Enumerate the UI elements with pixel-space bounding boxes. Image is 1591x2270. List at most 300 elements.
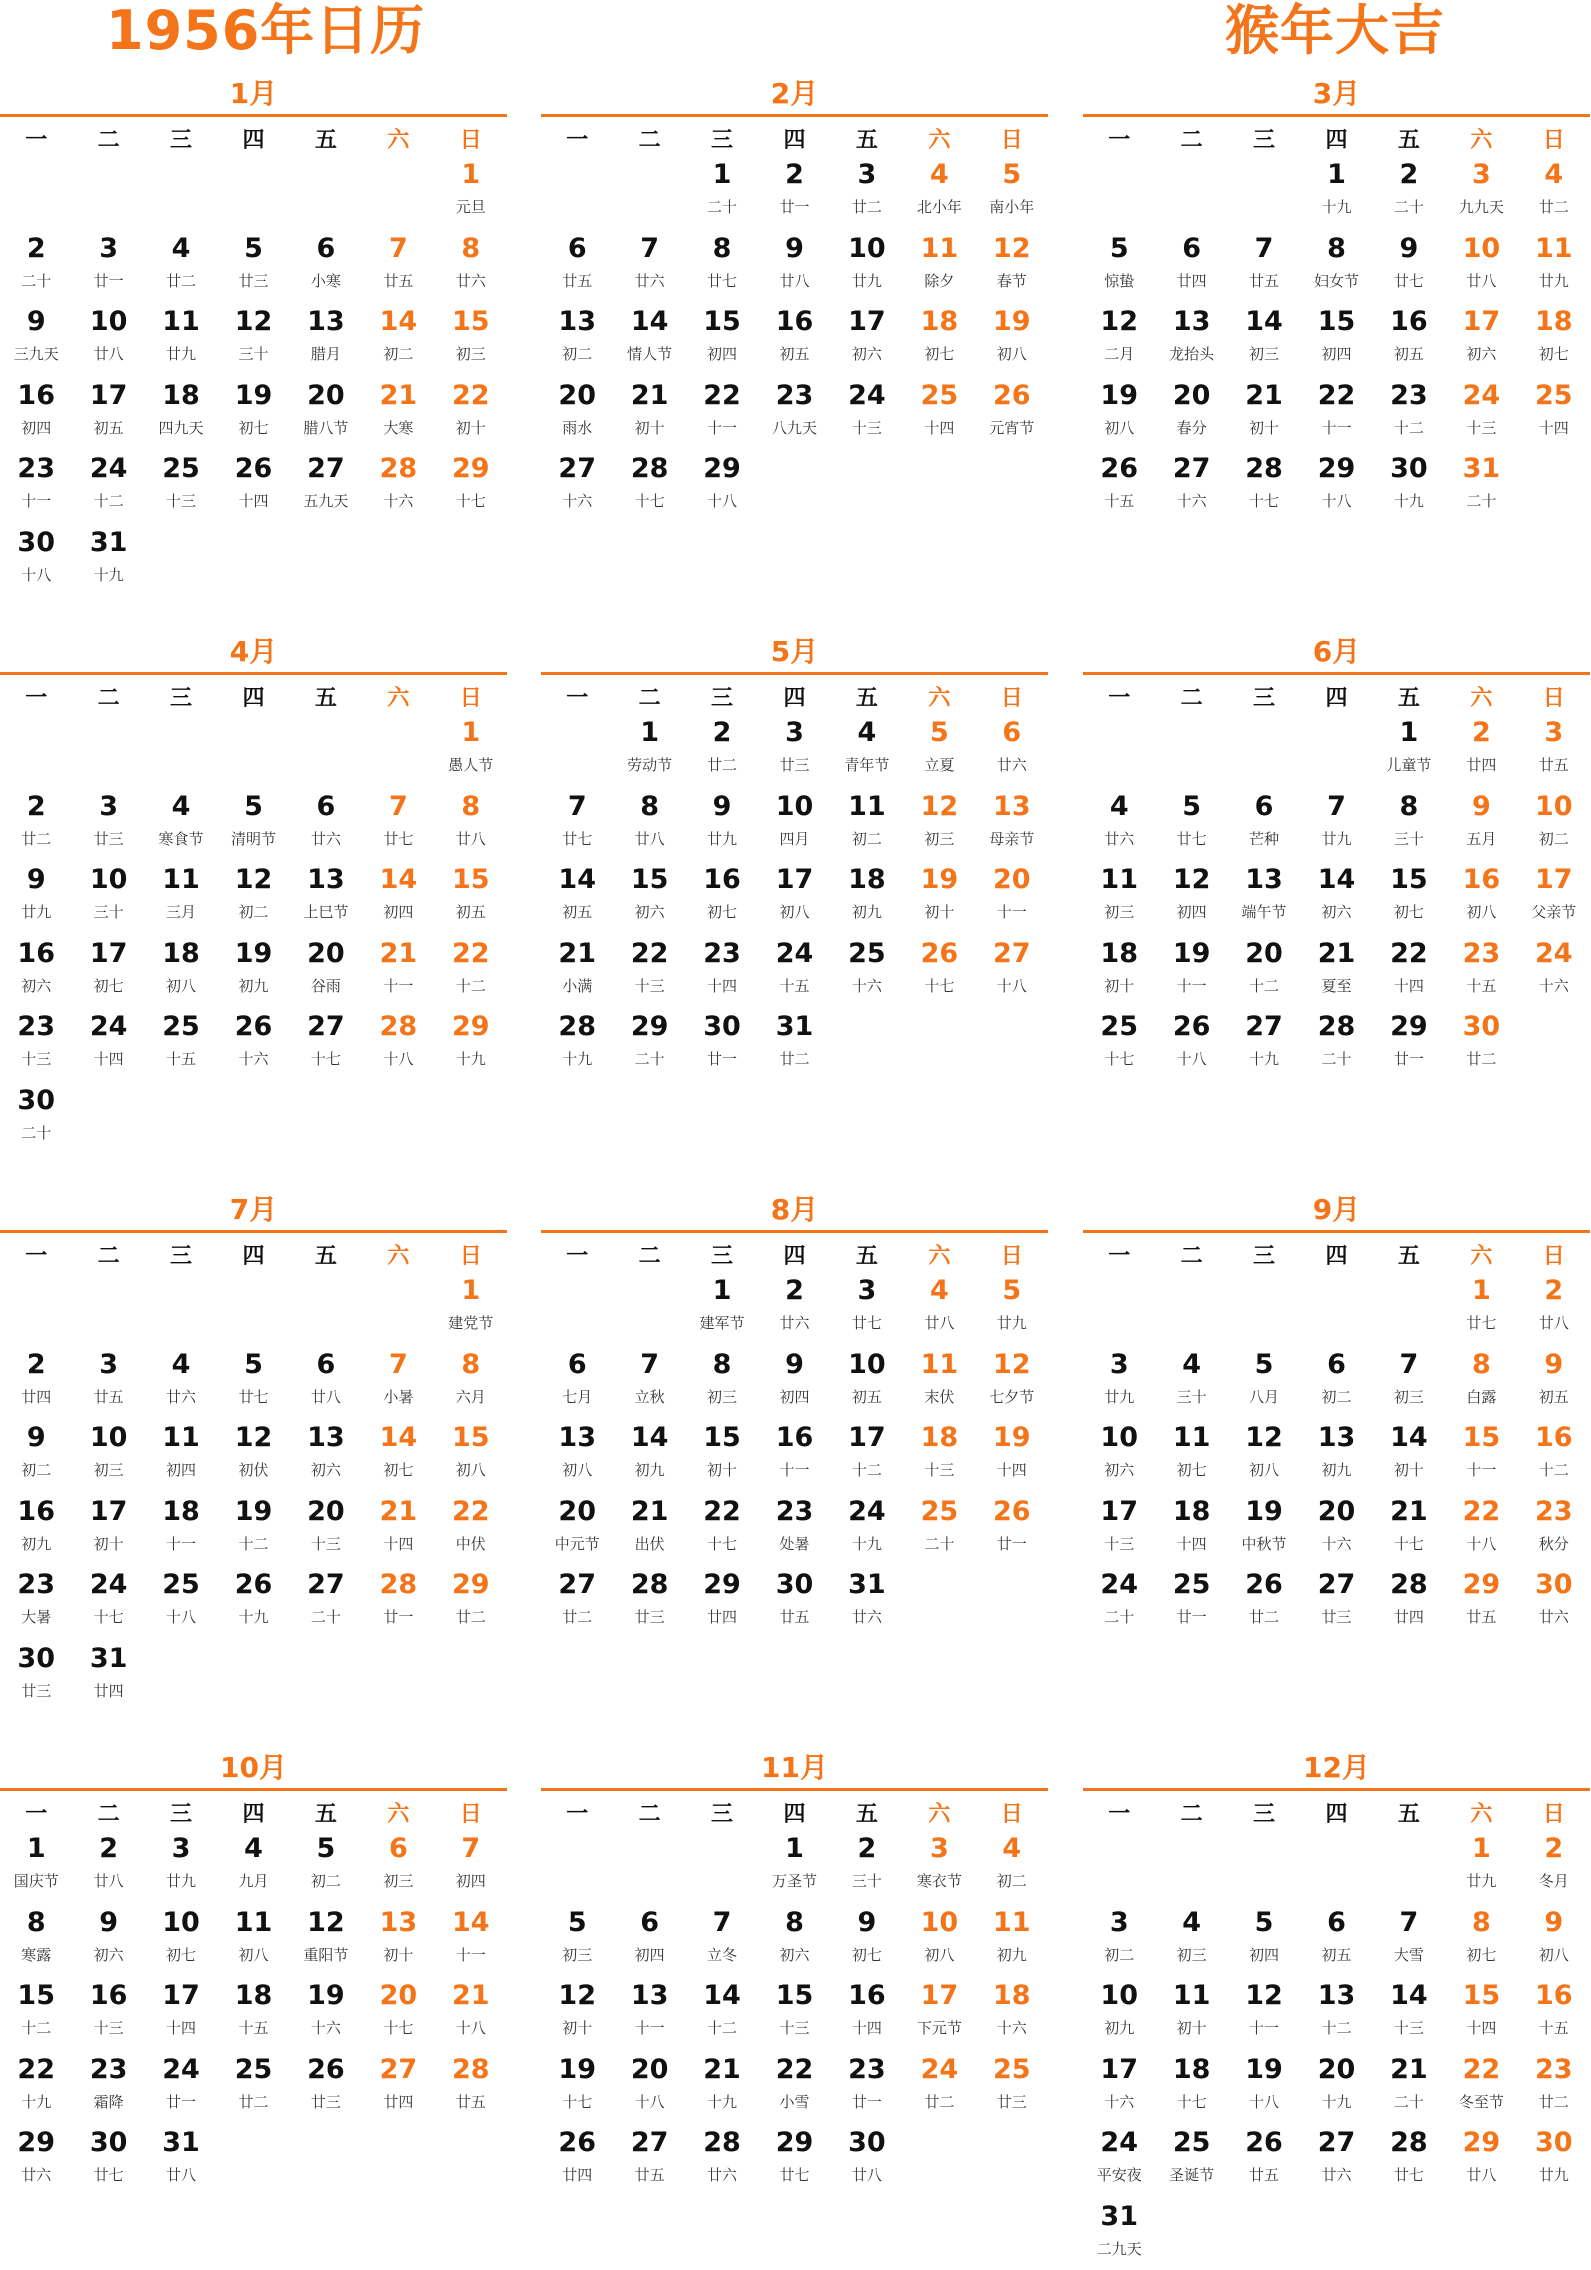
day-cell: [1518, 860, 1590, 934]
day-cell: [72, 2050, 144, 2124]
day-number: 2: [758, 1275, 830, 1307]
day-cell: [435, 1007, 507, 1081]
day-number: 20: [976, 864, 1048, 896]
day-cell: [290, 2050, 362, 2124]
day-number: 10: [1083, 1980, 1155, 2012]
day-number: 20: [613, 2054, 685, 2086]
weekday-label: 二: [72, 1797, 144, 1828]
day-cell: [903, 860, 975, 934]
weekday-label: 一: [1083, 1797, 1155, 1828]
month-8: [541, 1190, 1048, 1639]
day-number: 15: [435, 864, 507, 896]
lunar-label: 二十: [1300, 1049, 1372, 1069]
day-number: 29: [686, 453, 758, 485]
lunar-label: 十三: [0, 1049, 72, 1069]
day-number: 7: [1300, 791, 1372, 823]
day-cell: [1518, 1976, 1590, 2050]
day-number: 24: [903, 2054, 975, 2086]
day-number: 9: [1518, 1907, 1590, 1939]
day-number: 11: [976, 1907, 1048, 1939]
day-number: 18: [145, 1496, 217, 1528]
day-cell: [362, 1903, 434, 1977]
lunar-label: 廿八: [72, 1871, 144, 1891]
lunar-label: 建军节: [686, 1313, 758, 1333]
day-number: 3: [831, 1275, 903, 1307]
day-cell: [686, 860, 758, 934]
day-cell: [613, 1007, 685, 1081]
lunar-label: 九九天: [1445, 197, 1517, 217]
day-number: 18: [903, 306, 975, 338]
lunar-label: 初六: [1300, 902, 1372, 922]
day-grid: [1083, 155, 1590, 523]
lunar-label: 十五: [1518, 2018, 1590, 2038]
day-cell: [1518, 1829, 1590, 1903]
lunar-label: 初十: [903, 902, 975, 922]
day-number: 28: [1373, 2127, 1445, 2159]
day-number: 5: [541, 1907, 613, 1939]
lunar-label: 初十: [1083, 976, 1155, 996]
day-number: 23: [72, 2054, 144, 2086]
empty-cell: [1083, 713, 1155, 787]
day-cell: [0, 1639, 72, 1713]
day-number: 24: [831, 1496, 903, 1528]
day-cell: [613, 376, 685, 450]
lunar-label: 十九: [435, 1049, 507, 1069]
lunar-label: 廿九: [831, 271, 903, 291]
lunar-label: 十三: [72, 2018, 144, 2038]
day-number: 25: [831, 938, 903, 970]
day-cell: [72, 523, 144, 597]
lunar-label: 建党节: [435, 1313, 507, 1333]
lunar-label: 初二: [541, 344, 613, 364]
day-number: 1: [1445, 1833, 1517, 1865]
day-cell: [686, 934, 758, 1008]
lunar-label: 初三: [1228, 344, 1300, 364]
weekday-header: [1083, 121, 1590, 155]
day-cell: [758, 1345, 830, 1419]
lunar-label: 初五: [758, 344, 830, 364]
day-cell: [0, 1418, 72, 1492]
day-number: 11: [1518, 233, 1590, 265]
day-cell: [903, 155, 975, 229]
day-number: 12: [903, 791, 975, 823]
lunar-label: 廿一: [758, 197, 830, 217]
day-cell: [1373, 302, 1445, 376]
day-cell: [435, 1903, 507, 1977]
day-cell: [1228, 1007, 1300, 1081]
day-number: 7: [613, 233, 685, 265]
day-number: 8: [435, 1349, 507, 1381]
month-title: 2月: [541, 74, 1048, 114]
lunar-label: 廿四: [72, 1681, 144, 1701]
day-cell: [1155, 1565, 1227, 1639]
day-cell: [831, 1829, 903, 1903]
day-number: 10: [831, 233, 903, 265]
day-cell: [1518, 1492, 1590, 1566]
day-number: 16: [1518, 1422, 1590, 1454]
day-number: 24: [1083, 1569, 1155, 1601]
day-cell: [72, 1007, 144, 1081]
day-cell: [976, 229, 1048, 303]
day-number: 15: [435, 306, 507, 338]
lunar-label: 十七: [903, 976, 975, 996]
day-number: 2: [758, 159, 830, 191]
day-cell: [686, 1565, 758, 1639]
lunar-label: 初八: [903, 1945, 975, 1965]
lunar-label: 二十: [613, 1049, 685, 1069]
day-number: 23: [686, 938, 758, 970]
empty-cell: [1228, 155, 1300, 229]
lunar-label: 初五: [72, 418, 144, 438]
lunar-label: 初五: [435, 902, 507, 922]
day-cell: [435, 1565, 507, 1639]
day-cell: [1445, 860, 1517, 934]
lunar-label: 廿八: [1518, 1313, 1590, 1333]
day-number: 16: [0, 380, 72, 412]
lunar-label: 初四: [145, 1460, 217, 1480]
day-number: 13: [1155, 306, 1227, 338]
day-cell: [0, 302, 72, 376]
day-number: 6: [1300, 1349, 1372, 1381]
weekday-header: [0, 679, 507, 713]
day-number: 23: [758, 380, 830, 412]
lunar-label: 初二: [1518, 829, 1590, 849]
lunar-label: 十八: [976, 976, 1048, 996]
day-cell: [903, 376, 975, 450]
lunar-label: 廿四: [1373, 1607, 1445, 1627]
day-cell: [613, 449, 685, 523]
lunar-label: 愚人节: [435, 755, 507, 775]
day-cell: [1155, 787, 1227, 861]
day-cell: [145, 1829, 217, 1903]
day-cell: [541, 1492, 613, 1566]
lunar-label: 二月: [1083, 344, 1155, 364]
empty-cell: [541, 713, 613, 787]
weekday-label: 一: [0, 1797, 72, 1828]
day-cell: [613, 934, 685, 1008]
day-cell: [0, 1081, 72, 1155]
day-number: 1: [435, 159, 507, 191]
day-number: 27: [1155, 453, 1227, 485]
day-number: 7: [435, 1833, 507, 1865]
day-grid: [541, 155, 1048, 523]
day-cell: [145, 1007, 217, 1081]
day-cell: [541, 376, 613, 450]
day-cell: [686, 1492, 758, 1566]
day-cell: [758, 1976, 830, 2050]
day-number: 26: [217, 1011, 289, 1043]
lunar-label: 十八: [1155, 1049, 1227, 1069]
day-number: 14: [362, 1422, 434, 1454]
lunar-label: 除夕: [903, 271, 975, 291]
day-number: 30: [1445, 1011, 1517, 1043]
weekday-label: 六: [362, 1239, 434, 1270]
day-number: 22: [1373, 938, 1445, 970]
lunar-label: 廿五: [758, 1607, 830, 1627]
day-number: 7: [362, 233, 434, 265]
lunar-label: 十一: [1155, 976, 1227, 996]
day-cell: [831, 934, 903, 1008]
day-number: 15: [1300, 306, 1372, 338]
day-cell: [831, 1345, 903, 1419]
lunar-label: 十三: [903, 1460, 975, 1480]
weekday-label: 日: [976, 1239, 1048, 1270]
day-number: 18: [1083, 938, 1155, 970]
weekday-label: 五: [290, 123, 362, 154]
lunar-label: 三九天: [0, 344, 72, 364]
lunar-label: 廿七: [362, 829, 434, 849]
day-number: 5: [217, 233, 289, 265]
day-cell: [1083, 2197, 1155, 2270]
day-cell: [145, 2050, 217, 2124]
weekday-label: 二: [613, 681, 685, 712]
empty-cell: [1228, 713, 1300, 787]
lunar-label: 初十: [686, 1460, 758, 1480]
day-number: 21: [613, 380, 685, 412]
day-cell: [976, 860, 1048, 934]
day-cell: [435, 302, 507, 376]
month-4: [0, 632, 507, 1154]
lunar-label: 十八: [1300, 491, 1372, 511]
lunar-label: 初四: [362, 902, 434, 922]
day-number: 8: [0, 1907, 72, 1939]
lunar-label: 廿三: [290, 2092, 362, 2112]
weekday-label: 日: [435, 1797, 507, 1828]
day-cell: [686, 1007, 758, 1081]
lunar-label: 十四: [686, 976, 758, 996]
weekday-label: 四: [1300, 1239, 1372, 1270]
day-number: 17: [1083, 2054, 1155, 2086]
day-number: 24: [72, 1569, 144, 1601]
day-number: 19: [903, 864, 975, 896]
lunar-label: 廿五: [541, 271, 613, 291]
day-number: 21: [362, 1496, 434, 1528]
lunar-label: 十六: [1083, 2092, 1155, 2112]
day-number: 1: [1445, 1275, 1517, 1307]
day-cell: [831, 860, 903, 934]
day-number: 1: [758, 1833, 830, 1865]
day-number: 12: [1228, 1980, 1300, 2012]
day-cell: [1445, 1007, 1517, 1081]
day-number: 8: [1445, 1349, 1517, 1381]
lunar-label: 廿九: [1445, 1871, 1517, 1891]
empty-cell: [541, 1271, 613, 1345]
day-number: 11: [145, 306, 217, 338]
weekday-label: 一: [0, 123, 72, 154]
empty-cell: [686, 1829, 758, 1903]
day-cell: [145, 1345, 217, 1419]
day-number: 26: [290, 2054, 362, 2086]
day-cell: [1228, 302, 1300, 376]
day-number: 6: [976, 717, 1048, 749]
lunar-label: 初七: [1445, 1945, 1517, 1965]
lunar-label: 廿一: [362, 1607, 434, 1627]
day-cell: [686, 787, 758, 861]
empty-cell: [72, 713, 144, 787]
day-number: 1: [686, 159, 758, 191]
day-cell: [541, 2050, 613, 2124]
lunar-label: 十二: [1228, 976, 1300, 996]
day-number: 6: [613, 1907, 685, 1939]
day-number: 2: [1373, 159, 1445, 191]
day-number: 22: [686, 1496, 758, 1528]
lunar-label: 万圣节: [758, 1871, 830, 1891]
lunar-label: 初九: [613, 1460, 685, 1480]
day-cell: [831, 1418, 903, 1492]
day-number: 18: [1155, 2054, 1227, 2086]
day-number: 8: [613, 791, 685, 823]
lunar-label: 初六: [758, 1945, 830, 1965]
day-cell: [686, 1903, 758, 1977]
lunar-label: 冬月: [1518, 1871, 1590, 1891]
weekday-label: 六: [362, 681, 434, 712]
day-cell: [1228, 1903, 1300, 1977]
day-number: 16: [686, 864, 758, 896]
lunar-label: 立冬: [686, 1945, 758, 1965]
day-cell: [903, 2050, 975, 2124]
day-number: 2: [0, 233, 72, 265]
lunar-label: 初二: [976, 1871, 1048, 1891]
day-cell: [758, 934, 830, 1008]
day-cell: [831, 2050, 903, 2124]
lunar-label: 初十: [541, 2018, 613, 2038]
day-cell: [831, 1271, 903, 1345]
day-cell: [290, 229, 362, 303]
month-title: 5月: [541, 632, 1048, 672]
day-number: 25: [976, 2054, 1048, 2086]
day-cell: [541, 229, 613, 303]
day-number: 11: [217, 1907, 289, 1939]
day-cell: [1228, 1345, 1300, 1419]
day-number: 4: [145, 791, 217, 823]
weekday-label: 日: [1518, 123, 1590, 154]
lunar-label: 端午节: [1228, 902, 1300, 922]
lunar-label: 廿八: [903, 1313, 975, 1333]
day-cell: [831, 376, 903, 450]
day-cell: [217, 1492, 289, 1566]
day-number: 22: [613, 938, 685, 970]
lunar-label: 廿一: [976, 1534, 1048, 1554]
day-cell: [290, 1345, 362, 1419]
day-number: 13: [1300, 1980, 1372, 2012]
weekday-label: 四: [758, 681, 830, 712]
day-grid: [541, 713, 1048, 1081]
day-cell: [362, 1492, 434, 1566]
lunar-label: 惊蛰: [1083, 271, 1155, 291]
day-number: 16: [831, 1980, 903, 2012]
lunar-label: 母亲节: [976, 829, 1048, 849]
day-cell: [72, 2123, 144, 2197]
lunar-label: 十八: [435, 2018, 507, 2038]
weekday-label: 一: [541, 1239, 613, 1270]
day-cell: [435, 1271, 507, 1345]
lunar-label: 大寒: [362, 418, 434, 438]
day-cell: [903, 1345, 975, 1419]
lunar-label: 廿四: [686, 1607, 758, 1627]
lunar-label: 五月: [1445, 829, 1517, 849]
day-number: 9: [758, 233, 830, 265]
day-cell: [1373, 1492, 1445, 1566]
lunar-label: 初八: [435, 1460, 507, 1480]
lunar-label: 下元节: [903, 2018, 975, 2038]
day-number: 9: [1373, 233, 1445, 265]
day-number: 20: [1300, 1496, 1372, 1528]
day-number: 26: [1083, 453, 1155, 485]
day-cell: [0, 523, 72, 597]
lunar-label: 初八: [145, 976, 217, 996]
day-number: 6: [541, 233, 613, 265]
day-cell: [686, 2050, 758, 2124]
day-number: 29: [0, 2127, 72, 2159]
day-cell: [831, 1903, 903, 1977]
lunar-label: 二十: [290, 1607, 362, 1627]
lunar-label: 廿二: [903, 2092, 975, 2112]
weekday-label: 三: [686, 1797, 758, 1828]
day-cell: [0, 1492, 72, 1566]
empty-cell: [0, 155, 72, 229]
empty-cell: [362, 713, 434, 787]
day-number: 14: [686, 1980, 758, 2012]
weekday-label: 四: [217, 1239, 289, 1270]
lunar-label: 初十: [1228, 418, 1300, 438]
month-1: [0, 74, 507, 596]
day-number: 4: [145, 1349, 217, 1381]
weekday-label: 三: [1228, 1239, 1300, 1270]
lunar-label: 廿七: [217, 1387, 289, 1407]
day-number: 8: [758, 1907, 830, 1939]
day-cell: [1518, 2123, 1590, 2197]
lunar-label: 初四: [758, 1387, 830, 1407]
day-number: 6: [1155, 233, 1227, 265]
month-divider: [541, 1230, 1048, 1233]
day-cell: [72, 787, 144, 861]
lunar-label: 廿六: [1300, 2165, 1372, 2185]
day-cell: [1083, 1345, 1155, 1419]
day-cell: [758, 376, 830, 450]
day-cell: [72, 302, 144, 376]
lunar-label: 廿八: [1445, 271, 1517, 291]
lunar-label: 寒衣节: [903, 1871, 975, 1891]
day-number: 2: [686, 717, 758, 749]
weekday-header: [1083, 1237, 1590, 1271]
lunar-label: 白露: [1445, 1387, 1517, 1407]
day-cell: [1518, 1271, 1590, 1345]
lunar-label: 出伏: [613, 1534, 685, 1554]
day-number: 17: [831, 306, 903, 338]
day-number: 16: [1445, 864, 1517, 896]
day-cell: [758, 229, 830, 303]
day-number: 6: [290, 233, 362, 265]
day-cell: [831, 2123, 903, 2197]
month-7: [0, 1190, 507, 1712]
day-number: 23: [0, 453, 72, 485]
day-number: 14: [1300, 864, 1372, 896]
lunar-label: 十八: [1228, 2092, 1300, 2112]
lunar-label: 三十: [217, 344, 289, 364]
day-cell: [613, 1418, 685, 1492]
lunar-label: 秋分: [1518, 1534, 1590, 1554]
day-number: 14: [1373, 1980, 1445, 2012]
day-cell: [217, 229, 289, 303]
lunar-label: 初三: [435, 344, 507, 364]
lunar-label: 十四: [976, 1460, 1048, 1480]
lunar-label: 廿四: [1445, 755, 1517, 775]
day-cell: [976, 1345, 1048, 1419]
day-cell: [903, 713, 975, 787]
empty-cell: [541, 155, 613, 229]
lunar-label: 初十: [435, 418, 507, 438]
day-number: 23: [0, 1569, 72, 1601]
